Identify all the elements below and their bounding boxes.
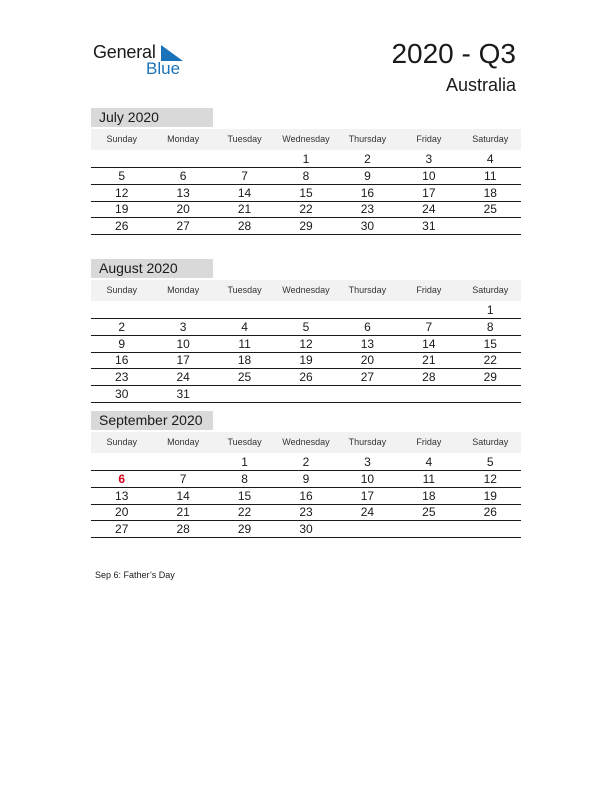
country-name: Australia	[445, 75, 516, 95]
day-cell: 2	[118, 319, 126, 334]
day-cell: 7	[425, 319, 433, 334]
day-cell: 12	[115, 185, 129, 200]
weekday-label: Saturday	[472, 134, 509, 144]
holiday-day-cell: 6	[118, 471, 126, 486]
day-cell: 16	[360, 185, 375, 200]
day-cell: 19	[483, 488, 497, 503]
weekday-label: Monday	[167, 285, 200, 295]
weekday-label: Sunday	[106, 134, 137, 144]
day-cell: 3	[425, 152, 433, 166]
weekday-label: Monday	[167, 437, 200, 447]
weekday-label: Tuesday	[227, 437, 262, 447]
day-cell: 19	[115, 202, 129, 217]
day-cell: 4	[425, 455, 433, 469]
day-cell: 1	[241, 455, 248, 469]
day-cell: 21	[422, 353, 436, 368]
week-row	[91, 521, 521, 538]
day-cell: 27	[360, 370, 375, 385]
day-cell: 20	[176, 202, 190, 217]
day-cell: 18	[483, 185, 497, 200]
weekday-label: Thursday	[348, 437, 387, 447]
day-cell: 22	[299, 202, 313, 217]
month-title: August 2020	[91, 259, 213, 278]
day-cell: 12	[483, 471, 497, 486]
weekday-label: Wednesday	[282, 134, 330, 144]
day-cell: 7	[179, 471, 187, 486]
day-cell: 19	[299, 353, 313, 368]
weekday-label: Tuesday	[227, 285, 262, 295]
day-cell: 26	[115, 219, 129, 234]
weekday-label: Wednesday	[282, 285, 330, 295]
day-cell: 22	[483, 353, 497, 368]
week-row	[91, 352, 521, 369]
day-cell: 9	[364, 168, 371, 183]
day-cell: 4	[486, 152, 494, 166]
weekday-label: Saturday	[472, 437, 509, 447]
day-cell: 9	[302, 471, 310, 486]
month-title: July 2020	[91, 108, 213, 127]
day-cell: 31	[422, 219, 436, 234]
day-cell: 29	[483, 370, 497, 385]
day-cell: 15	[299, 185, 313, 200]
day-cell: 15	[237, 488, 252, 503]
day-cell: 9	[118, 336, 126, 351]
day-cell: 21	[176, 505, 190, 520]
month-title: September 2020	[91, 411, 213, 430]
weekday-header-row	[91, 129, 521, 150]
logo-word-blue: Blue	[146, 59, 181, 78]
day-cell: 2	[302, 455, 310, 469]
day-cell: 14	[422, 336, 436, 351]
day-cell: 4	[241, 319, 248, 334]
day-cell: 28	[176, 522, 190, 537]
week-row	[91, 336, 521, 353]
week-row	[91, 369, 521, 386]
day-cell: 18	[422, 488, 436, 503]
week-row	[91, 504, 521, 521]
week-row	[91, 201, 521, 218]
day-cell: 27	[176, 219, 190, 234]
weekday-label: Thursday	[348, 134, 387, 144]
week-row	[91, 454, 521, 471]
day-cell: 28	[422, 370, 436, 385]
day-cell: 8	[486, 319, 494, 334]
weekday-header-row	[91, 432, 521, 453]
day-cell: 17	[176, 353, 190, 368]
day-cell: 23	[115, 370, 129, 385]
day-cell: 18	[237, 353, 252, 368]
day-cell: 23	[360, 202, 375, 217]
day-cell: 25	[237, 370, 252, 385]
day-cell: 13	[176, 185, 190, 200]
day-cell: 13	[115, 488, 129, 503]
day-cell: 1	[486, 303, 494, 317]
generalblue-logo	[93, 42, 193, 78]
day-cell: 14	[237, 185, 252, 200]
day-cell: 3	[179, 319, 187, 334]
day-cell: 2	[364, 152, 371, 166]
day-cell: 5	[486, 455, 494, 469]
day-cell: 23	[299, 505, 313, 520]
day-cell: 30	[115, 387, 129, 401]
day-cell: 5	[118, 168, 126, 183]
weekday-label: Sunday	[106, 437, 137, 447]
day-cell: 10	[422, 168, 436, 183]
day-cell: 24	[360, 505, 375, 520]
day-cell: 7	[241, 168, 248, 183]
week-row	[91, 302, 521, 319]
day-cell: 20	[360, 353, 375, 368]
holiday-note: Sep 6: Father’s Day	[95, 570, 175, 580]
day-cell: 26	[299, 370, 313, 385]
day-cell: 12	[299, 336, 313, 351]
day-cell: 16	[115, 353, 129, 368]
day-cell: 15	[483, 336, 497, 351]
weekday-label: Wednesday	[282, 437, 330, 447]
day-cell: 11	[484, 168, 497, 183]
day-cell: 11	[238, 336, 251, 351]
day-cell: 25	[483, 202, 497, 217]
day-cell: 30	[360, 219, 375, 234]
day-cell: 30	[299, 522, 313, 537]
day-cell: 6	[179, 168, 187, 183]
day-cell: 25	[422, 505, 436, 520]
day-cell: 20	[115, 505, 129, 520]
weekday-label: Saturday	[472, 285, 509, 295]
day-cell: 17	[422, 185, 436, 200]
day-cell: 31	[176, 387, 190, 401]
day-cell: 24	[176, 370, 190, 385]
day-cell: 16	[299, 488, 313, 503]
day-cell: 29	[237, 522, 252, 537]
day-cell: 27	[115, 522, 129, 537]
day-cell: 8	[241, 471, 248, 486]
day-cell: 13	[360, 336, 375, 351]
weekday-label: Monday	[167, 134, 200, 144]
week-row	[91, 185, 521, 202]
week-row	[91, 218, 521, 235]
week-row	[91, 151, 521, 168]
day-cell: 5	[302, 319, 310, 334]
weekday-label: Tuesday	[227, 134, 262, 144]
day-cell: 11	[422, 471, 436, 486]
week-row	[91, 319, 521, 336]
week-row	[91, 168, 521, 185]
logo-word-general: General	[93, 42, 156, 62]
day-cell: 8	[302, 168, 310, 183]
day-cell: 1	[302, 152, 310, 166]
day-cell: 3	[364, 455, 371, 469]
day-cell: 10	[360, 471, 375, 486]
weekday-label: Friday	[416, 285, 442, 295]
day-cell: 28	[237, 219, 252, 234]
week-row	[91, 386, 521, 403]
day-cell: 29	[299, 219, 313, 234]
weekday-label: Thursday	[348, 285, 387, 295]
day-cell: 17	[360, 488, 375, 503]
day-cell: 22	[237, 505, 252, 520]
weekday-label: Friday	[416, 134, 442, 144]
page-title: 2020 - Q3	[391, 38, 516, 69]
day-cell: 24	[422, 202, 436, 217]
weekday-label: Friday	[416, 437, 442, 447]
day-cell: 14	[176, 488, 190, 503]
day-cell: 21	[237, 202, 252, 217]
day-cell: 26	[483, 505, 497, 520]
day-cell: 6	[364, 319, 371, 334]
weekday-label: Sunday	[106, 285, 137, 295]
weekday-header-row	[91, 280, 521, 301]
week-row	[91, 471, 521, 488]
day-cell: 10	[176, 336, 190, 351]
week-row	[91, 488, 521, 505]
